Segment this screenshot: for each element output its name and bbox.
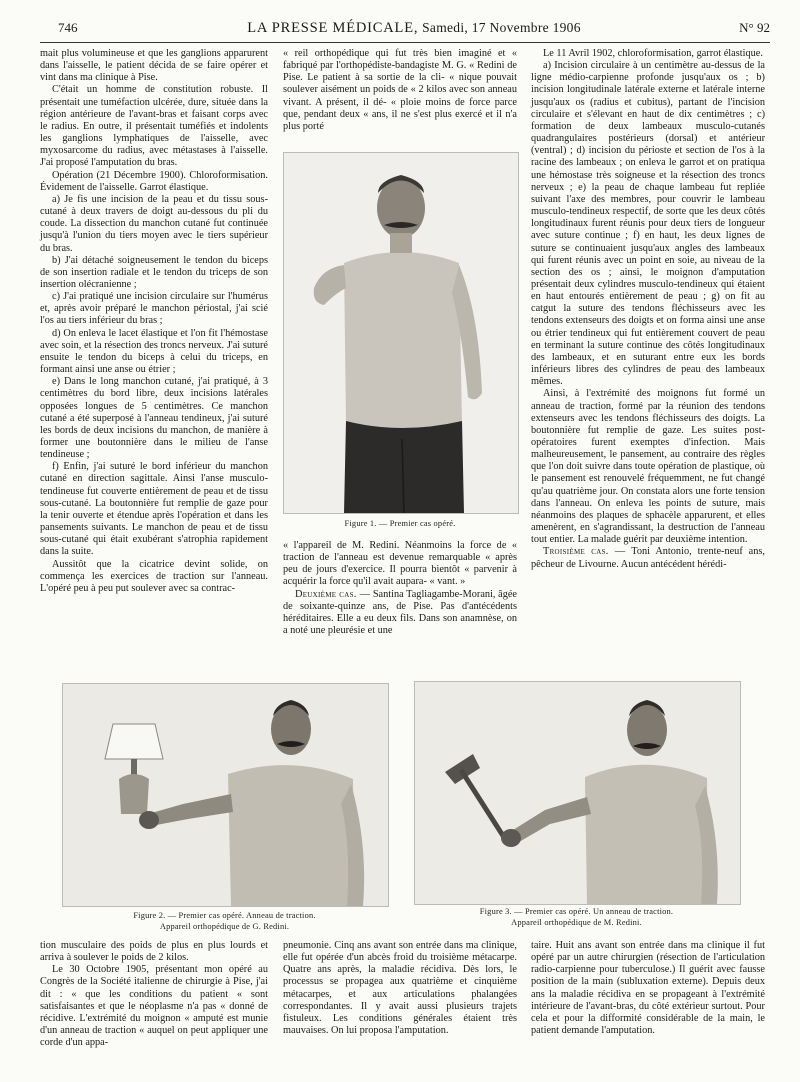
- column-left: [40, 48, 268, 595]
- man-with-axe-illustration: [415, 682, 740, 904]
- paragraph: Aussitôt que la cicatrice devint solide, on commença les exercices de traction sur l'anneau. L'opéré peu à peu put soulever avec sa contrac-: [40, 558, 268, 594]
- paragraph: Le 30 Octobre 1905, présentant mon opéré au Congrès de la Société italienne de chirurgie à Pise, j'ai dit : « que les conditions du patient « sont satisfaisantes et que le néoplasme n'a pas « donné de récidive. L'extrémité du moignon « amputé est munie d'un anneau de traction « auquel on peut appliquer une corde d'un appa-: [40, 964, 268, 1049]
- figure-2-photo: [62, 683, 389, 907]
- bottom-column-right: [531, 940, 765, 1037]
- paragraph-text: Toni Antonio, trente-neuf ans, pêcheur de Livourne. Aucun antécédent hérédi-: [531, 546, 765, 570]
- paragraph: mait plus volumineuse et que les ganglions apparurent dans l'aisselle, le patient décida de se faire opérer et vint dans ma clinique à Pise.: [40, 48, 268, 84]
- figure-3-photo: [414, 681, 741, 905]
- journal-title: LA PRESSE MÉDICALE,: [247, 20, 419, 36]
- header-rule: [40, 42, 770, 43]
- bottom-column-middle: [283, 940, 517, 1037]
- paragraph: a) Incision circulaire à un centimètre au-dessus de la ligne médio-carpienne profonde jusqu'aux os ; b) incision longitudinale latérale externe et latérale interne jusqu'aux os (radius et cubitus), partant de l'incision circulaire et s'élevant en haut de dix centimètres ; c) formation de deux lambeaux musculo-cutanés quadrangulaires postérieurs (dorsal) et antérieur (ventral) ; d) incision du périoste et section de l'os à la racine des lambeaux ; on enleva le garrot et on pratiqua une hémostase très soigneuse et la résection des troncs nerveux ; e) la peau de chaque lambeau fut repliée suivant l'axe des membres, pour couvrir le lambeau musculo-tendineux respectif, de sorte que les deux côtés longitudinaux furent réunis pour deux tiers de longueur avec suture continue ; f) en haut, les deux lignes de suture se continuaient jusqu'aux angles des lambeaux qui furent réunis avec un point en soie, au niveau de la section des os ; ainsi, le moignon d'amputation présentait deux cylindres musculo-tendineux qui étaient en haut entourés entièrement de peau ; g) on fit au catgut la suture des tendons fléchisseurs avec les tendons extenseurs des doigts et on forma ainsi une anse ou étrier tendineux qui fut entièrement couvert de peau en terminant la suture continue des côtés longitudinaux des lambeaux, et en suturant entre eux les bords inférieurs libres des cylindres de peau des lambeaux mêmes.: [531, 60, 765, 388]
- figure-2-caption-line: Appareil orthopédique de G. Redini.: [159, 922, 290, 931]
- figure-2-caption-line: Figure 2. — Premier cas opéré. Anneau de traction.: [133, 911, 316, 920]
- paragraph: a) Je fis une incision de la peau et du tissu sous-cutané à deux travers de doigt au-dessous du pli du coude. La dissection du manchon cutané fut continuée jusqu'à l'union du tiers moyen avec le tiers supérieur du bras.: [40, 193, 268, 254]
- paragraph-text: Santina Tagliagambe-Morani, âgée de soixante-quinze ans, de Pise. Pas d'antécédents héréditaires. Elle a eu deux fils. Dans son anamnèse, on a noté une pleurésie et une: [283, 588, 517, 637]
- issue-date: Samedi, 17 Novembre 1906: [422, 20, 581, 35]
- running-title: [58, 20, 770, 37]
- column-middle-bottom: [283, 540, 517, 637]
- paragraph: « l'appareil de M. Redini. Néanmoins la force de « traction de l'anneau est devenue remarquable « après peu de jours d'exercice. Il pourra bientôt « parvenir à acquérir la force qu'il avait aupara- « vant. »: [283, 540, 517, 588]
- paragraph: taire. Huit ans avant son entrée dans ma clinique il fut opéré par un autre chirurgien (résection de l'articulation radio-carpienne pour tuberculose.) Il guérit avec fausse position de la main (subluxation externe). Depuis deux ans la maladie récidiva en se propageant à l'extrémité intérieure de l'avant-bras, du côté extérieur surtout. Pour cela et pour la difformité considérable de la main, le patient demande l'amputation.: [531, 940, 765, 1037]
- paragraph: f) Enfin, j'ai suturé le bord inférieur du manchon cutané en direction sagittale. Ainsi l'anse musculo-tendineuse fut couverte entièrement de peau et de tissu sous-cutané. La boutonnière fut remplie de gaze pour la tenir ouverte et étendue après l'opération et dans les pansements suivants. Le manchon de peau et de tissu sous-cutané qui était exubérant s'atrophia rapidement dans la suite.: [40, 461, 268, 558]
- figure-1-caption: Figure 1. — Premier cas opéré.: [344, 519, 456, 528]
- case-heading: Troisième cas. —: [543, 546, 626, 558]
- paragraph: d) On enleva le lacet élastique et l'on fit l'hémostase avec soin, et la résection des troncs nerveux. J'ai suturé ensuite le tendon du biceps à celui du triceps, en formant ainsi une anse ou étrier ;: [40, 327, 268, 376]
- paragraph: « reil orthopédique qui fut très bien imaginé et « fabriqué par l'orthopédiste-bandagiste M. G. « Redini de Pise. Le patient à sa sortie de la cli- « nique pouvait soulever aisément un poids de « 2 kilos avec son anneau vivant. A présent, il dé- « ploie moins de force parce que, pendant deux « ans, il ne s'est plus exercé et il n'a plus porté: [283, 48, 517, 132]
- bottom-column-left: [40, 940, 268, 1049]
- case-heading: Deuxième cas. —: [295, 588, 371, 600]
- column-right: [531, 48, 765, 571]
- man-with-lamp-illustration: [63, 684, 388, 906]
- column-middle-top: [283, 48, 517, 133]
- paragraph: Le 11 Avril 1902, chloroformisation, garrot élastique.: [543, 48, 763, 59]
- figure-2-caption: [62, 910, 387, 932]
- figure-3-caption: [414, 906, 739, 928]
- paragraph: [283, 589, 517, 638]
- paragraph: tion musculaire des poids de plus en plus lourds et arriva à soulever le poids de 2 kilos.: [40, 940, 268, 964]
- paragraph: pneumonie. Cinq ans avant son entrée dans ma clinique, elle fut opérée d'un abcès froid du troisième métacarpe. Quatre ans après, la maladie récidiva. Dès lors, le processus se propagea aux quatrième et cinquième métacarpes, et aux articulations phalangées correspondantes. Il y avait aussi plusieurs trajets fistuleux. Les conditions générales étaient très mauvaises. On lui proposa l'amputation.: [283, 940, 517, 1037]
- paragraph: e) Dans le long manchon cutané, j'ai pratiqué, à 3 centimètres du bord libre, deux incisions latérales opposées longues de 5 centimètres. Ce manchon cutané a été superposé à l'anneau tendineux, j'ai suturé les bords de deux incisions du manchon, de manière à former une boutonnière dans le milieu de l'anse tendineuse ;: [40, 376, 268, 461]
- paragraph: c) J'ai pratiqué une incision circulaire sur l'humérus et, après avoir préparé le manchon périostal, j'ai scié l'os au tiers inférieur du bras ;: [40, 291, 268, 327]
- paragraph: [531, 546, 765, 570]
- paragraph: Ainsi, à l'extrémité des moignons fut formé un anneau de traction, formé par la réunion des tendons extenseurs avec les tendons fléchisseurs des doigts. La boutonnière fut remplie de gaze. Les suites post-opératoires furent exemptes d'infection. Mais malheureusement, le pansement, au contraire des règles que l'on doit suivre dans toute opération de plastique, où le pansement est renouvelé fréquemment, ne fut changé qu'au quatrième jour. On constata alors une forte tension dans l'anneau. On enleva les points de suture, mais néanmoins des plaques de sphacèle apparurent, et elles amenèrent, en s'agrandissant, la destruction de l'anneau tout entier. La malade guérit par deuxième intention.: [531, 388, 765, 546]
- paragraph: Opération (21 Décembre 1900). Chloroformisation. Évidement de l'aisselle. Garrot élastique.: [40, 169, 268, 193]
- figure-3-caption-line: Appareil orthopédique de M. Redini.: [511, 918, 642, 927]
- figure-1-photo: [283, 152, 519, 514]
- paragraph: b) J'ai détaché soigneusement le tendon du biceps de son insertion radiale et le tendon du triceps de son insertion olécranienne ;: [40, 254, 268, 290]
- paragraph: C'était un homme de constitution robuste. Il présentait une tuméfaction ulcérée, dure, située dans la région antérieure de l'avant-bras et faisant corps avec le radius. En outre, il présentait tuméfiés et indolents les ganglions lymphatiques de l'aisselle, avec myxosarcome du radius, avec métastases à l'aisselle. J'ai proposé l'amputation du bras.: [40, 84, 268, 169]
- issue-number: N° 92: [739, 20, 770, 35]
- figure-3-caption-line: Figure 3. — Premier cas opéré. Un anneau de traction.: [479, 907, 674, 916]
- man-portrait-illustration: [284, 153, 518, 513]
- page-header: [58, 20, 770, 42]
- page-number: 746: [58, 20, 78, 35]
